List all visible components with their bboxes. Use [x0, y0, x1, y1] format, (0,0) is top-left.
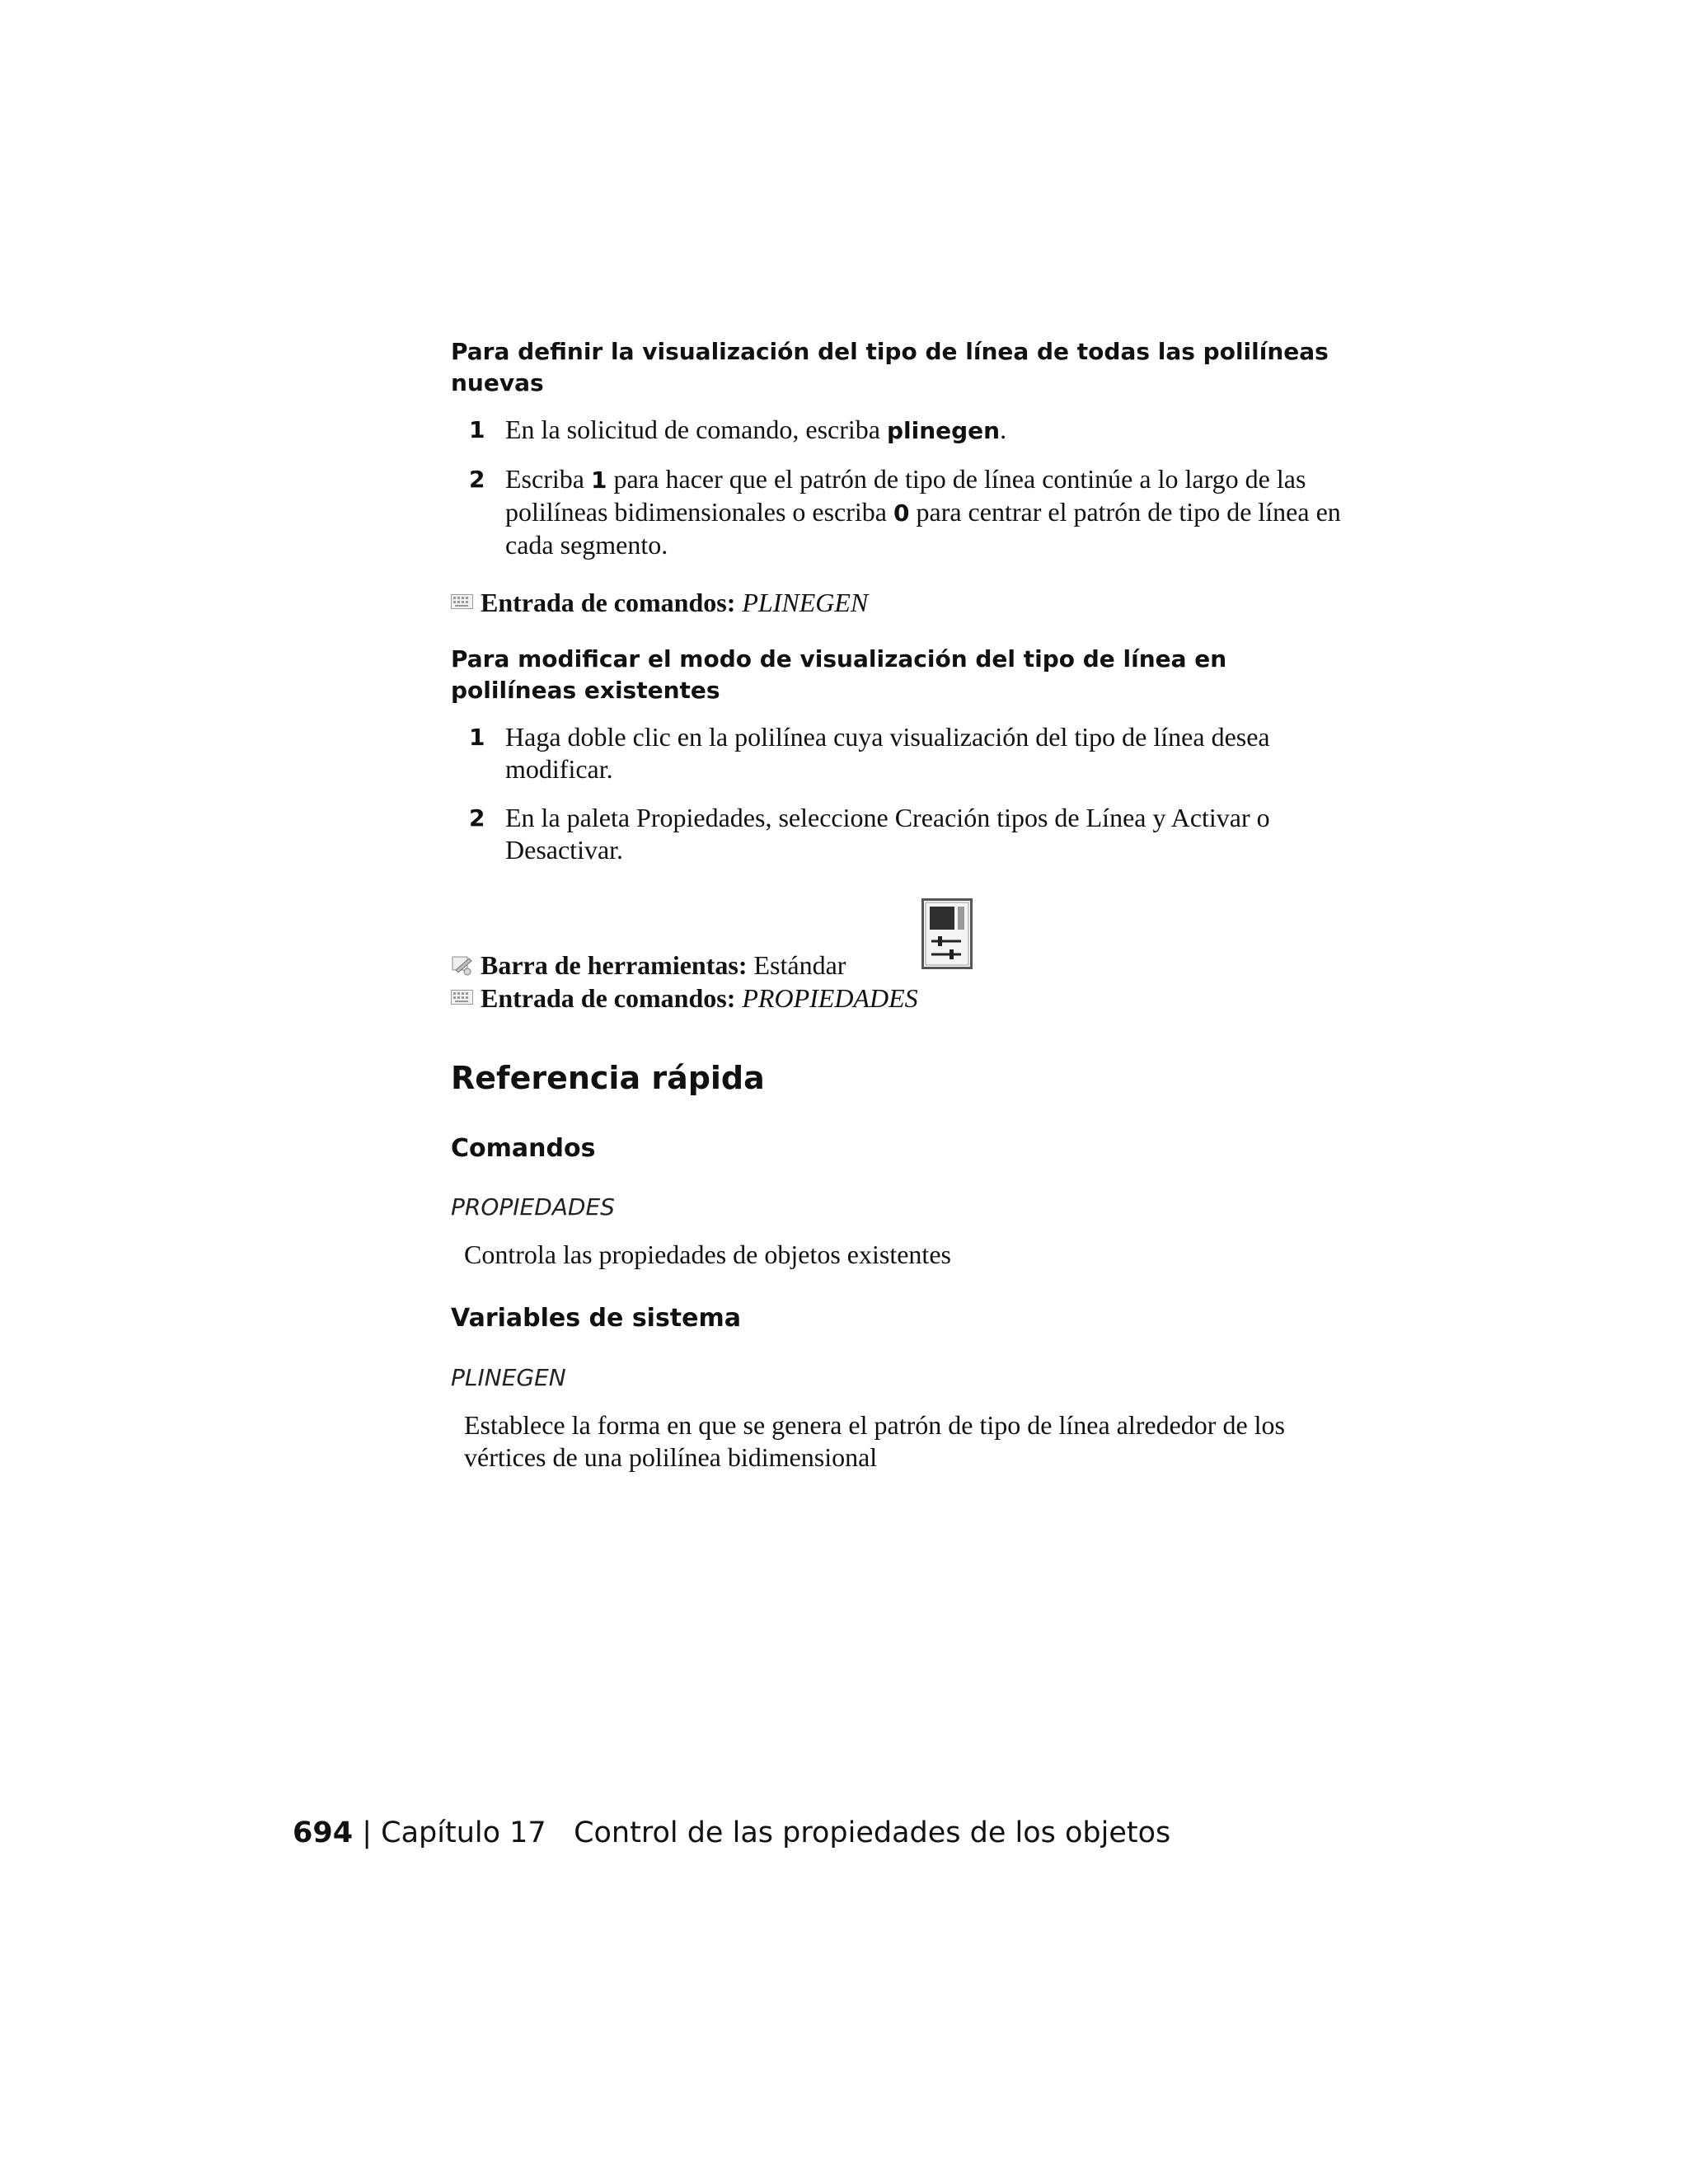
- step-number: 2: [469, 466, 485, 493]
- steps-new-polylines: [451, 414, 1341, 561]
- value-zero: 0: [893, 499, 910, 527]
- command-entry-value: PLINEGEN: [742, 588, 869, 617]
- command-description: Controla las propiedades de objetos existentes: [464, 1240, 951, 1269]
- command-keyword: plinegen: [886, 417, 1001, 444]
- procedure-heading-new-polylines: Para definir la visualización del tipo de línea de todas las polilíneas nuevas: [451, 338, 1329, 396]
- step-number: 2: [469, 804, 485, 832]
- step-number: 1: [469, 416, 485, 443]
- toolbar-access: [451, 949, 1341, 982]
- step-item: [451, 721, 1341, 785]
- step-item: [451, 802, 1341, 866]
- page-footer: [293, 1816, 1170, 1849]
- step-text: Haga doble clic en la polilínea cuya visualización del tipo de línea desea modificar.: [505, 722, 1270, 784]
- step-text: Escriba: [505, 464, 591, 494]
- step-text: En la paleta Propiedades, seleccione Creación tipos de Línea y Activar o Desactivar.: [505, 803, 1270, 865]
- procedure-heading-existing-polylines: Para modificar el modo de visualización del tipo de línea en polilíneas existentes: [451, 645, 1227, 704]
- command-entry-label: Entrada de comandos:: [481, 588, 736, 617]
- step-text-end: .: [1000, 415, 1007, 444]
- steps-existing-polylines: [451, 721, 1341, 866]
- step-text: para centrar el patrón de tipo de línea en cada segmento.: [505, 497, 1341, 560]
- footer-separator: |: [362, 1816, 372, 1849]
- toolbar-icon: [451, 954, 474, 977]
- properties-button-icon: [921, 898, 973, 969]
- toolbar-value: Estándar: [753, 950, 846, 980]
- chapter-title: Control de las propiedades de los objetos: [574, 1816, 1171, 1849]
- chapter-label: Capítulo 17: [381, 1816, 546, 1849]
- command-entry-value: PROPIEDADES: [742, 983, 918, 1013]
- commands-title: Comandos: [451, 1134, 596, 1163]
- step-text: En la solicitud de comando, escriba: [505, 415, 887, 444]
- toolbar-label: Barra de herramientas:: [481, 950, 748, 980]
- keyboard-icon: [451, 594, 473, 609]
- step-number: 1: [469, 724, 485, 751]
- page-number: 694: [293, 1816, 354, 1849]
- command-name: PROPIEDADES: [451, 1193, 615, 1221]
- keyboard-icon: [451, 990, 473, 1005]
- command-entry-label: Entrada de comandos:: [481, 983, 736, 1013]
- step-item: [451, 414, 1341, 447]
- system-variables-title: Variables de sistema: [451, 1304, 742, 1333]
- value-one: 1: [590, 466, 607, 494]
- command-entry-propiedades: [451, 982, 1341, 1015]
- system-variable-name: PLINEGEN: [451, 1364, 566, 1391]
- page-content: [451, 336, 1341, 1015]
- command-entry-plinegen: [451, 586, 1341, 619]
- quick-reference-title: Referencia rápida: [451, 1060, 765, 1096]
- system-variable-description: Establece la forma en que se genera el patrón de tipo de línea alrededor de los vértices de una polilínea bidimensional: [464, 1410, 1285, 1472]
- step-text: para hacer que el patrón de tipo de línea continúe a lo largo de las polilíneas bidimensionales o escriba: [505, 464, 1306, 527]
- step-item: [451, 463, 1341, 561]
